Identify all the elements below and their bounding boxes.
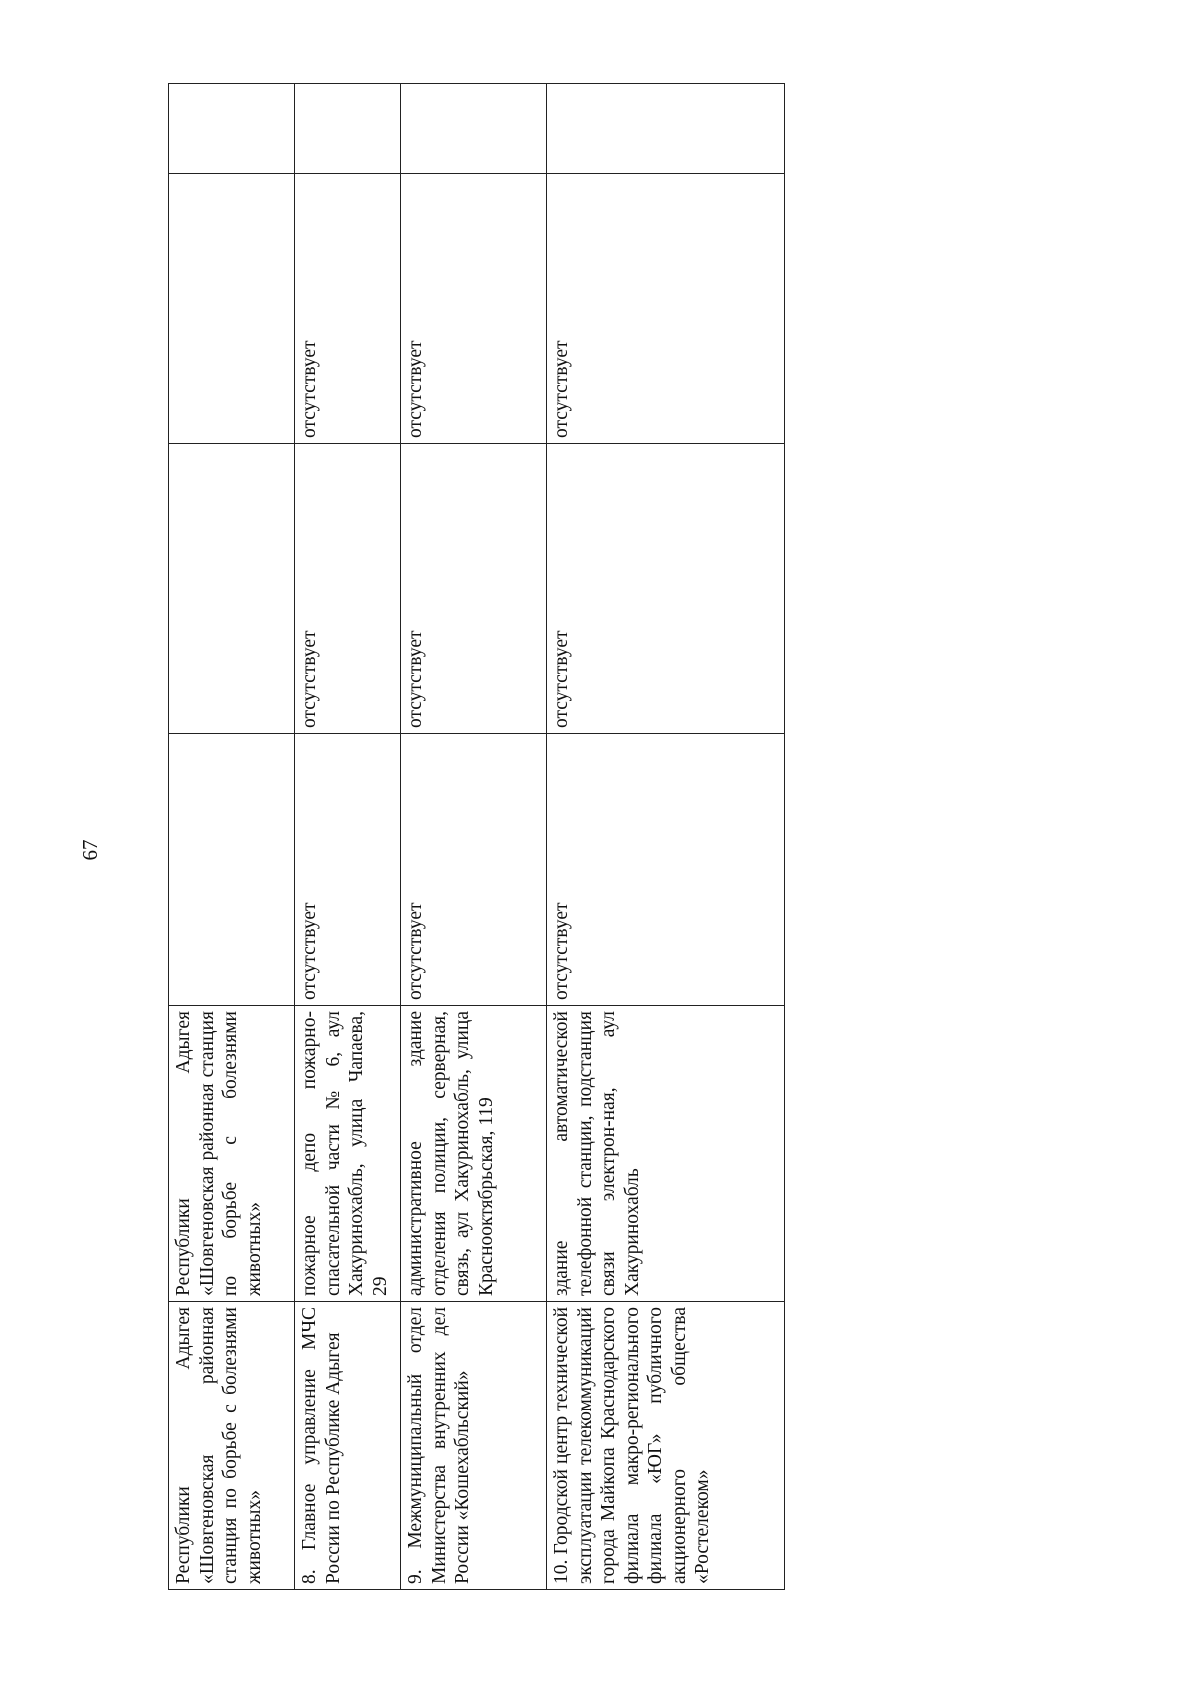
cell-col6: [401, 84, 547, 174]
cell-col3: отсутствует: [295, 734, 401, 1006]
table-row: [169, 84, 295, 1590]
cell-location: Республики Адыгея «Шовгеновская районная станция по борьбе с болезнями животных»: [169, 1006, 295, 1302]
cell-col5: отсутствует: [295, 174, 401, 444]
table-row: [295, 84, 401, 1590]
cell-organization: Республики Адыгея «Шовгеновская районная станция по борьбе с болезнями животных»: [169, 1302, 295, 1590]
cell-col3: отсутствует: [547, 734, 785, 1006]
cell-organization: 10. Городской центр технической эксплуатации телекоммуникаций города Майкопа Краснодарского филиала макро-регионального филиала «ЮГ» публичного акционерного общества «Ростелеком»: [547, 1302, 785, 1590]
cell-col4: отсутствует: [295, 444, 401, 734]
cell-col6: [295, 84, 401, 174]
table-row: [401, 84, 547, 1590]
cell-col3: отсутствует: [401, 734, 547, 1006]
cell-col4: отсутствует: [547, 444, 785, 734]
cell-col3: [169, 734, 295, 1006]
cell-location: пожарное депо пожарно-спасательной части № 6, аул Хакуринохабль, улица Чапаева, 29: [295, 1006, 401, 1302]
objects-table: [168, 83, 785, 1590]
cell-location: здание автоматической телефонной станции, подстанция связи электрон-ная, аул Хакуринохабль: [547, 1006, 785, 1302]
cell-col4: отсутствует: [401, 444, 547, 734]
table-row: [547, 84, 785, 1590]
cell-col5: [169, 174, 295, 444]
cell-col5: отсутствует: [547, 174, 785, 444]
cell-col6: [547, 84, 785, 174]
cell-location: административное здание отделения полиции, серверная, связь, аул Хакуринохабль, улица Краснооктябрьская, 119: [401, 1006, 547, 1302]
cell-col4: [169, 444, 295, 734]
cell-col6: [169, 84, 295, 174]
page-number: 67: [78, 839, 102, 861]
cell-col5: отсутствует: [401, 174, 547, 444]
table-container: [168, 84, 784, 1590]
cell-organization: 8. Главное управление МЧС России по Республике Адыгея: [295, 1302, 401, 1590]
cell-organization: 9. Межмуниципальный отдел Министерства внутренних дел России «Кошехабльский»: [401, 1302, 547, 1590]
